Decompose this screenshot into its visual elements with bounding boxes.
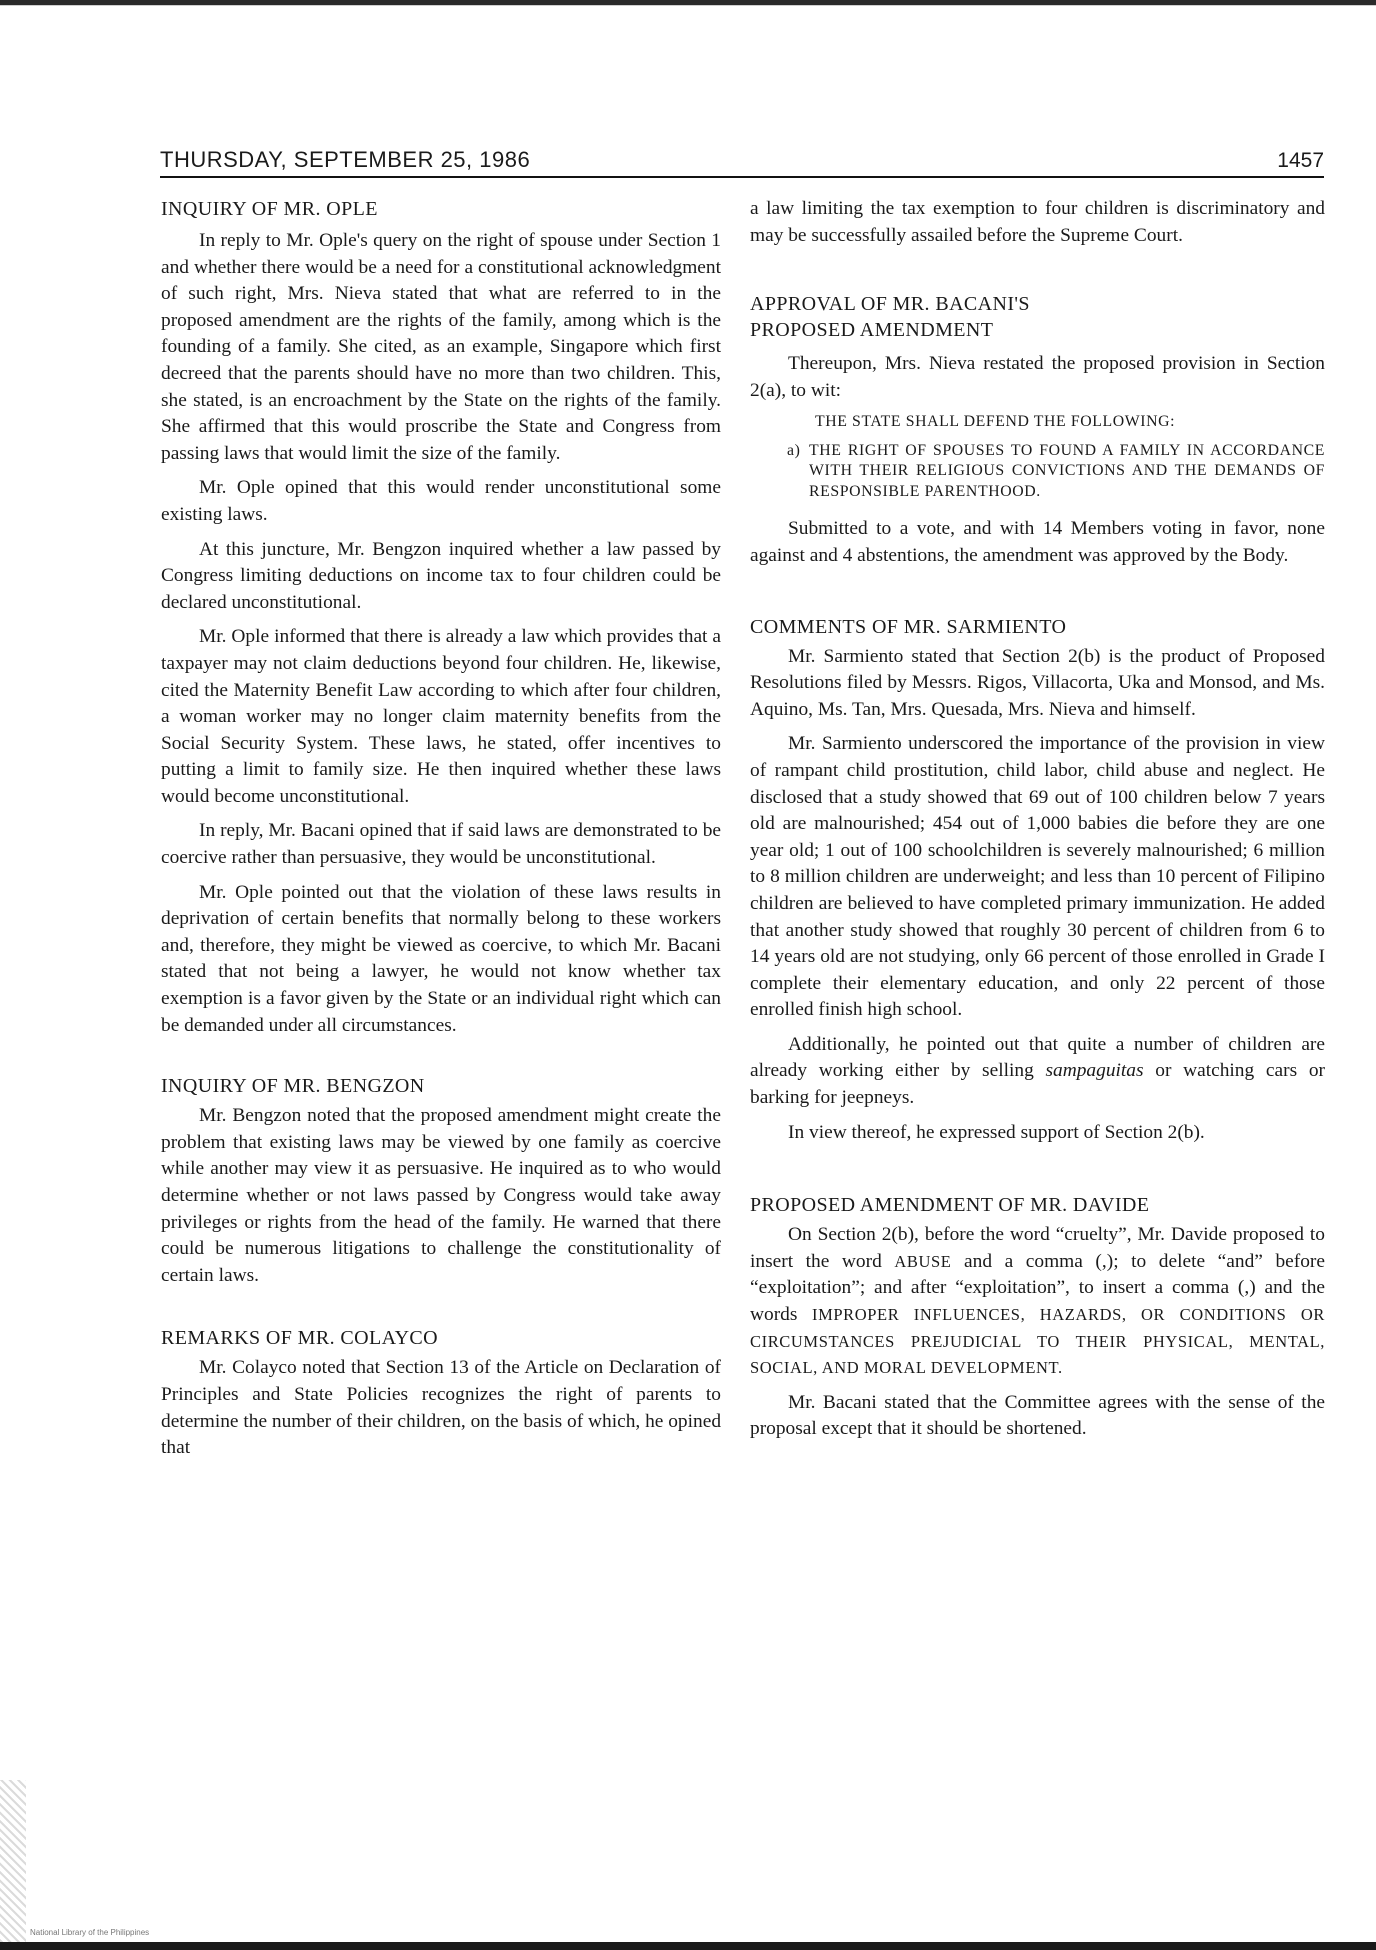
paragraph: Mr. Ople pointed out that the violation of these laws results in deprivation of certain benefits that normally belong to these workers and, therefore, they might be viewed as coercive, to which Mr. Bacani stated that not being a lawyer, he would not know whether tax exemption is a favor given by the State or an individual right which can be demanded under all circumstances. xyxy=(161,881,721,1036)
paragraph: Mr. Colayco noted that Section 13 of the Article on Declaration of Principles and State Policies recognizes the right of parents to determine the number of their children, on the basis of which, he opined that xyxy=(161,1357,722,1459)
paragraph: Mr. Bacani stated that the Committee agrees with the sense of the proposal except that it should be shortened. xyxy=(750,1391,1325,1440)
quote-item-label: a) xyxy=(787,441,801,459)
scan-border-bottom xyxy=(0,1942,1376,1950)
right-column xyxy=(750,196,1325,1451)
paragraph: At this juncture, Mr. Bengzon inquired whether a law passed by Congress limiting deductions on income tax to four children could be declared unconstitutional. xyxy=(161,538,721,613)
quoted-provision xyxy=(750,412,1325,502)
paragraph: Mr. Ople opined that this would render unconstitutional some existing laws. xyxy=(161,477,721,525)
heading-line: APPROVAL OF MR. BACANI'S xyxy=(750,293,1030,316)
paragraph: Mr. Bengzon noted that the proposed amendment might create the problem that existing laws may be viewed by one family as coercive while another may view it as persuasive. He inquired as to who would determine whether or not laws passed by Congress would take away privileges or rights from the head of the family. He warned that there could be numerous litigations to challenge the constitutionality of certain laws. xyxy=(161,1105,721,1286)
paragraph: In view thereof, he expressed support of Section 2(b). xyxy=(788,1121,1205,1143)
scan-footer-text: National Library of the Philippines xyxy=(30,1928,150,1937)
page-header xyxy=(160,140,1324,178)
scan-edge-artifact xyxy=(0,1780,26,1950)
scan-border-top xyxy=(0,0,1376,14)
paragraph: Mr. Ople informed that there is already a law which provides that a taxpayer may not claim deductions beyond four children. He, likewise, cited the Maternity Benefit Law according to which after four children, a woman worker may no longer claim maternity benefits from the Social Security System. These laws, he stated, offer incentives to putting a limit to family size. He then inquired whether these laws would become unconstitutional. xyxy=(161,626,721,807)
left-column xyxy=(161,196,721,1470)
paragraph: Thereupon, Mrs. Nieva restated the proposed provision in Section 2(a), to wit: xyxy=(750,353,1325,401)
paragraph: In reply to Mr. Ople's query on the right of spouse under Section 1 and whether there would be a need for a constitutional acknowledgment of such right, Mrs. Nieva stated that what are referred to in the proposed amendment are the rights of the family, among which is the founding of a family. She cited, as an example, Singapore which first decreed that the parents should have no more than two children. This, she stated, is an encroachment by the State on the rights of the family. She affirmed that this would proscribe the State and Congress from passing laws that would limit the size of the family. xyxy=(161,230,721,464)
section-heading-inquiry-ople: INQUIRY OF MR. OPLE xyxy=(161,198,378,220)
italic-term: sampaguitas xyxy=(1045,1060,1144,1082)
quote-heading: THE STATE SHALL DEFEND THE FOLLOWING: xyxy=(815,413,1176,431)
section-heading-approval-bacani xyxy=(750,291,1325,343)
section-heading-comments-sarmiento: COMMENTS OF MR. SARMIENTO xyxy=(750,615,1067,638)
text-run: Additionally, he pointed out that quite a number of children are already working either by selling xyxy=(750,1033,1325,1082)
paragraph: In reply, Mr. Bacani opined that if said laws are demonstrated to be coercive rather than persuasive, they would be unconstitutional. xyxy=(161,820,721,869)
smallcaps-term: ABUSE xyxy=(894,1251,952,1271)
quote-item-text: THE RIGHT OF SPOUSES TO FOUND A FAMILY IN ACCORDANCE WITH THEIR RELIGIOUS CONVICTIONS AND THE DEMANDS OF RESPONSIBLE PARENTHOOD. xyxy=(809,441,1325,500)
paragraph: Mr. Sarmiento stated that Section 2(b) is the product of Proposed Resolutions filed by Messrs. Rigos, Villacorta, Uka and Monsod, and Ms. Aquino, Ms. Tan, Mrs. Quesada, Mrs. Nieva and himself. xyxy=(750,645,1325,720)
section-heading-amendment-davide: PROPOSED AMENDMENT OF MR. DAVIDE xyxy=(750,1194,1150,1217)
section-heading-inquiry-bengzon: INQUIRY OF MR. BENGZON xyxy=(161,1075,425,1098)
paragraph xyxy=(750,1032,1325,1112)
header-date: THURSDAY, SEPTEMBER 25, 1986 xyxy=(160,147,531,172)
paragraph: Mr. Sarmiento underscored the importance of the provision in view of rampant child prostitution, child labor, child abuse and neglect. He disclosed that a study showed that 69 out of 100 children below 7 years old are malnourished; 454 out of 1,000 babies die before they are one year old; 1 out of 100 schoolchildren is severely malnourished; 6 million to 8 million children are underweight; and less than 10 percent of Filipino children are believed to have completed primary immunization. He added that another study showed that roughly 30 percent of children from 6 to 14 years old are not studying, only 66 percent of those enrolled in Grade I complete their elementary education, and only 22 percent of those enrolled finish high school. xyxy=(750,733,1325,1021)
heading-line: PROPOSED AMENDMENT xyxy=(750,319,994,342)
smallcaps-term: IMPROPER INFLUENCES, HAZARDS, OR CONDITIONS OR CIRCUMSTANCES PREJUDICIAL TO THEIR PHYSICAL, MENTAL, SOCIAL, AND MORAL DEVELOPMENT. xyxy=(750,1305,1325,1378)
paragraph xyxy=(750,1222,1325,1382)
page-number: 1457 xyxy=(1277,149,1324,172)
section-heading-remarks-colayco: REMARKS OF MR. COLAYCO xyxy=(161,1327,439,1350)
paragraph-continued: a law limiting the tax exemption to four children is discriminatory and may be successfully assailed before the Supreme Court. xyxy=(750,198,1325,246)
text-run: On Section 2(b), before the word “cruelty”, Mr. Davide proposed to insert the word xyxy=(750,1224,1325,1272)
quote-item xyxy=(750,441,1325,503)
text-run: or watching cars or barking for jeepneys. xyxy=(750,1060,1325,1109)
paragraph: Submitted to a vote, and with 14 Members voting in favor, none against and 4 abstentions, the amendment was approved by the Body. xyxy=(750,518,1325,566)
text-run: and a comma (,); to delete “and” before “exploitation”; and after “exploitation”, to insert a comma (,) and the words xyxy=(750,1250,1325,1326)
